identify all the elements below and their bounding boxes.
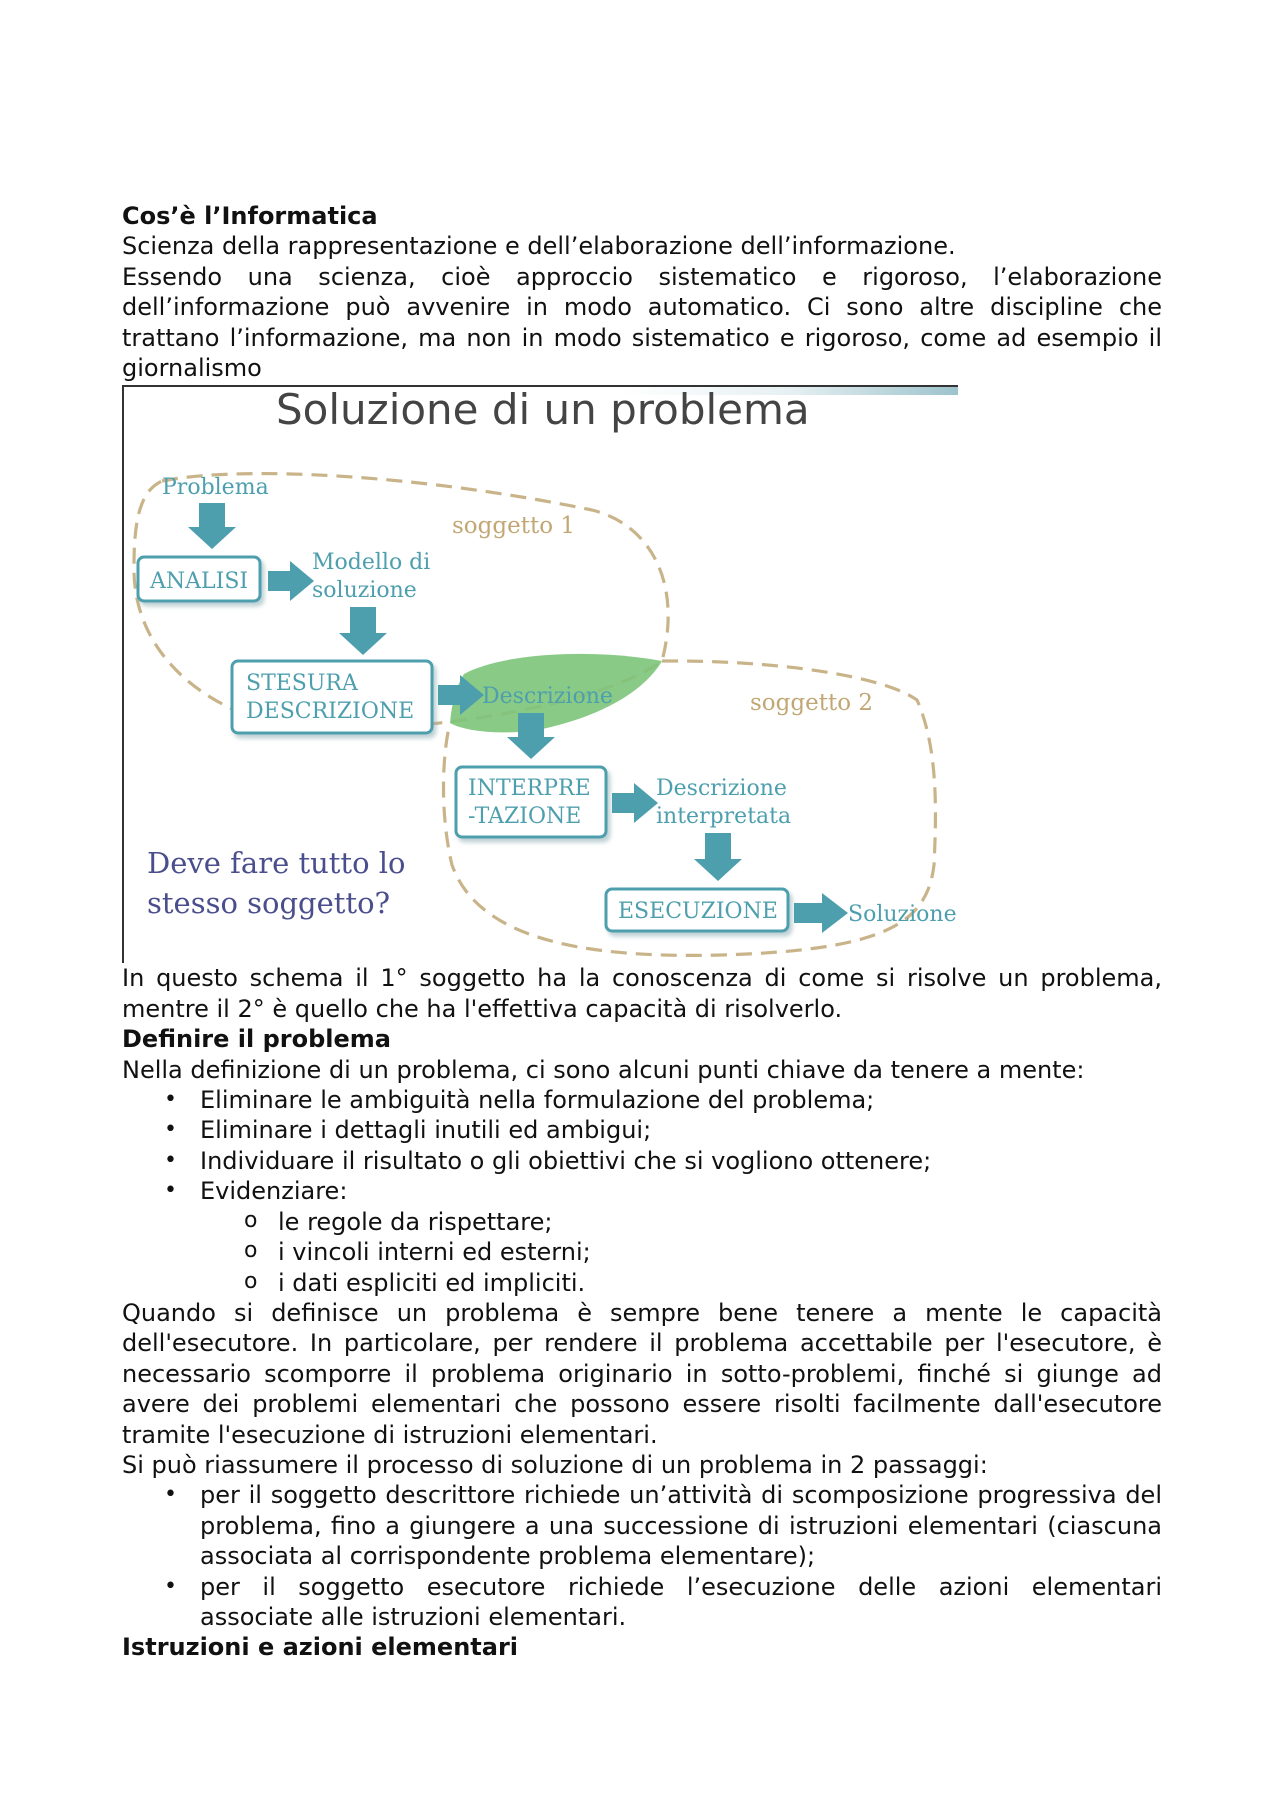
drafting-label-line1: STESURA xyxy=(246,671,358,697)
solution-label: Soluzione xyxy=(848,902,957,928)
list-item: • Eliminare i dettagli inutili ed ambigui; xyxy=(164,1116,652,1145)
execution-label: ESECUZIONE xyxy=(618,899,778,925)
arrow-down-problem-icon xyxy=(188,503,236,549)
interpreted-desc-line2: interpretata xyxy=(656,804,792,830)
interpreted-desc-line1: Descrizione xyxy=(656,776,787,802)
steps-list xyxy=(122,1480,1162,1632)
document-page xyxy=(122,201,1162,1663)
definition-text: Scienza della rappresentazione e dell’elaborazione dell’informazione. xyxy=(122,232,956,261)
definire-intro: Nella definizione di un problema, ci sono alcuni punti chiave da tenere a mente: xyxy=(122,1055,1085,1084)
sub-list-item: o i dati espliciti ed impliciti. xyxy=(244,1268,586,1297)
executor-paragraph: Quando si definisce un problema è sempre bene tenere a mente le capacità dell'esecutore. In particolare, per rendere il problema accettabile per l'esecutore, è necessario scomporre il problema originario in sotto-problemi, finché si giunge ad avere dei problemi elementari che possono essere risolti facilmente dall'esecutore tramite l'esecuzione di istruzioni elementari. xyxy=(122,1298,1162,1449)
section-title-definire: Definire il problema xyxy=(122,1025,391,1054)
summary-intro: Si può riassumere il processo di soluzione di un problema in 2 passaggi: xyxy=(122,1450,988,1479)
highlight-sublist xyxy=(200,1207,1162,1298)
bullet-icon: • xyxy=(164,1573,177,1599)
arrow-down-model-icon xyxy=(339,607,387,655)
subject2-label: soggetto 2 xyxy=(750,690,873,717)
question-line2: stesso soggetto? xyxy=(147,886,391,921)
section-title-informatica: Cos’è l’Informatica xyxy=(122,202,378,230)
model-label-line1: Modello di xyxy=(312,550,431,576)
bullet-icon: • xyxy=(164,1178,177,1204)
list-item: • per il soggetto esecutore richiede l’esecuzione delle azioni elementari associate alle istruzioni elementari. xyxy=(164,1572,1162,1631)
list-item: • Eliminare le ambiguità nella formulazione del problema; xyxy=(164,1086,875,1115)
interpretation-label-line1: INTERPRE xyxy=(468,776,591,802)
model-label-line2: soluzione xyxy=(312,578,417,604)
sub-bullet-icon: o xyxy=(244,1207,258,1233)
key-points-list xyxy=(122,1085,1162,1298)
sub-bullet-icon: o xyxy=(244,1238,258,1264)
problem-label: Problema xyxy=(162,475,269,501)
list-item: • per il soggetto descrittore richiede un’attività di scomposizione progressiva del problema, fino a giungere a una successione di istruzioni elementari (ciascuna associata al corrispondente problema elementare); xyxy=(164,1481,1162,1571)
arrow-right-interpretation-icon xyxy=(612,783,658,823)
sub-bullet-icon: o xyxy=(244,1268,258,1294)
sub-list-item: o le regole da rispettare; xyxy=(244,1207,553,1236)
arrow-right-analysis-icon xyxy=(268,561,314,601)
list-item: • Evidenziare: o le regole da rispettare; o i vincoli interni ed esterni; o i dati espliciti ed impliciti. xyxy=(200,1176,1162,1298)
subject1-label: soggetto 1 xyxy=(452,513,575,540)
description-label: Descrizione xyxy=(482,684,613,710)
diagram-title: Soluzione di un problema xyxy=(276,385,810,435)
problem-solving-diagram xyxy=(122,385,958,963)
sub-list-item: o i vincoli interni ed esterni; xyxy=(244,1238,591,1267)
section-title-istruzioni: Istruzioni e azioni elementari xyxy=(122,1633,519,1662)
analysis-label: ANALISI xyxy=(150,569,249,595)
bullet-icon: • xyxy=(164,1482,177,1508)
informatica-paragraph: Essendo una scienza, cioè approccio sistematico e rigoroso, l’elaborazione dell’informazione può avvenire in modo automatico. Ci sono altre discipline che trattano l’informazione, ma non in modo sistematico e rigoroso, come ad esempio il giornalismo xyxy=(122,262,1162,383)
bullet-icon: • xyxy=(164,1147,177,1173)
bullet-icon: • xyxy=(164,1087,177,1113)
bullet-icon: • xyxy=(164,1117,177,1143)
interpretation-label-line2: -TAZIONE xyxy=(468,804,582,830)
question-line1: Deve fare tutto lo xyxy=(147,846,406,881)
drafting-label-line2: DESCRIZIONE xyxy=(246,699,415,725)
arrow-right-execution-icon xyxy=(794,893,848,933)
arrow-down-interpreted-icon xyxy=(694,833,742,881)
list-item: • Individuare il risultato o gli obiettivi che si vogliono ottenere; xyxy=(164,1146,932,1175)
diagram-caption: In questo schema il 1° soggetto ha la conoscenza di come si risolve un problema, mentre il 2° è quello che ha l'effettiva capacità di risolverlo. xyxy=(122,964,1162,1023)
